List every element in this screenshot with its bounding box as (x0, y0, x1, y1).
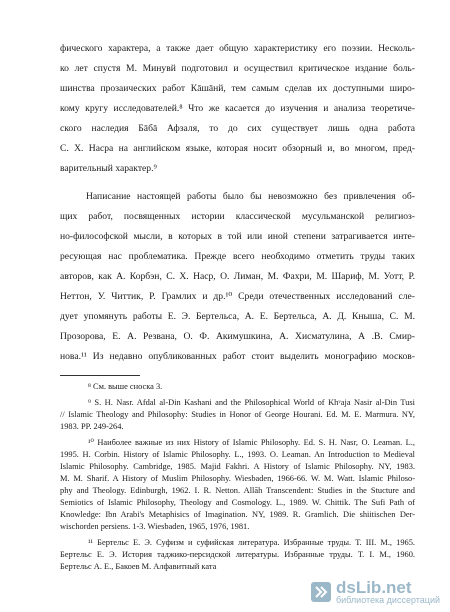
body-line: авторов, как А. Корбэн, С. Х. Наср, О. Лиман, М. Фахри, М. Шариф, М. Уотт, Р. (60, 271, 415, 282)
footnote-9: ⁹ S. H. Nasr. Afdal al-Din Kashani and the Philosophical World of Khᵛaja Nasir al-Din Tusi (88, 398, 415, 407)
paragraph-first-line: Написание настоящей работы было бы невозможно без привлечения об- (86, 191, 415, 202)
body-line: ресующая нас проблематика. Прежде всего необходимо отметить труды таких (60, 251, 415, 262)
body-line: шинства прозаических работ Кāшāнй, тем самым сделав их доступными широ- (60, 83, 415, 94)
body-line: но-философской мысли, в которых в той или иной степени затрагивается инте- (60, 231, 415, 242)
body-line: дует упомянуть работы Е. Э. Бертельса, А. Е. Бертельса, А. Д. Кныша, С. М. (60, 311, 415, 322)
footnote-10: ¹⁰ Наиболее важные из них History of Islamic Philosophy. Ed. S. H. Nasr, O. Leaman. L., (88, 438, 415, 447)
body-line: С. Х. Насра на английском языке, которая носит обзорный и, во многом, пред- (60, 143, 415, 154)
dslib-logo-icon (310, 581, 332, 603)
watermark-brand: dsLib.net (335, 578, 412, 597)
footnote-line: M. M. Sharif. A History of Muslim Philosophy. Wiesbaden, 1966-66. W. M. Watt. Islamic Philoso- (60, 474, 415, 483)
footnote-11: ¹¹ Бертельс Е. Э. Суфизм и суфийская литература. Избранные труды. Т. III. М., 1965. (88, 538, 415, 547)
footnote-line: Semiotics of Islamic Philosophy, Theology and Cosmology. L., 1989. W. Chittik. The Sufi Path of (60, 498, 415, 507)
body-line: щих работ, посвященных истории классической мусульманской религиоз- (60, 211, 415, 222)
body-line: Прозорова, Е. А. Резвана, О. Ф. Акимушкина, А. Хисматулина, А .В. Смир- (60, 331, 415, 342)
body-line: ского наследия Бāбā Афзаля, то до сих существует лишь одна работа (60, 123, 415, 134)
dslib-watermark (310, 578, 440, 606)
footnote-8: ⁸ См. выше сноска 3. (88, 382, 163, 391)
footnote-line: // Islamic Theology and Philosophy: Studies in Honor of George Hourani. Ed. M. E. Marmura. NY, (60, 410, 415, 419)
footnote-line: Бертельс Е. Э. История таджико-персидской литературы. Избранные труды. Т. I. М., 1960. (60, 550, 415, 559)
footnote-line: wischorden persiens. 1-3. Wiesbaden, 1965, 1976, 1981. (60, 522, 250, 531)
footnote-separator (60, 375, 140, 376)
body-line: Неттон, У. Читтик, Р. Грамлих и др.¹⁰ Среди отечественных исследований сле- (60, 291, 415, 302)
footnote-line: Islamic Philosophy. Cambridge, 1985. Majid Fakhri. A History of Islamic Philosophy. NY, 1983. (60, 462, 415, 471)
footnote-line: 1983. PP. 249-264. (60, 422, 124, 431)
body-line: нова.¹¹ Из недавно опубликованных работ стоит выделить монографию москов- (60, 351, 415, 362)
watermark-subtitle: библиотека диссертаций (335, 595, 440, 605)
footnote-line: Knowledge: Ibn Arabi's Metaphisics of Imagination. NY, 1989. R. Gramlich. Die shiitischen Der- (60, 510, 415, 519)
body-line: варительный характер.⁹ (60, 163, 157, 174)
body-line: ко лет спустя М. Минувй подготовил и осуществил критическое издание боль- (60, 63, 415, 74)
body-line: кому кругу исследователей.⁸ Что же касается до изучения и анализа теоретиче- (60, 103, 415, 114)
footnote-line: 1995. H. Corbin. History of Islamic Philosophy. L., 1993. O. Leaman. An Introduction to Medieval (60, 450, 415, 459)
footnote-line: Бертельс А. Е., Бакоев М. Алфавитный ката (60, 562, 217, 571)
body-line: фического характера, а также дает общую характеристику его поэзии. Несколь- (60, 43, 415, 54)
footnote-line: phy and Theology. Edinburgh, 1962. I. R. Netton. Allāh Transcendent: Studies in the Stucture and (60, 486, 415, 495)
